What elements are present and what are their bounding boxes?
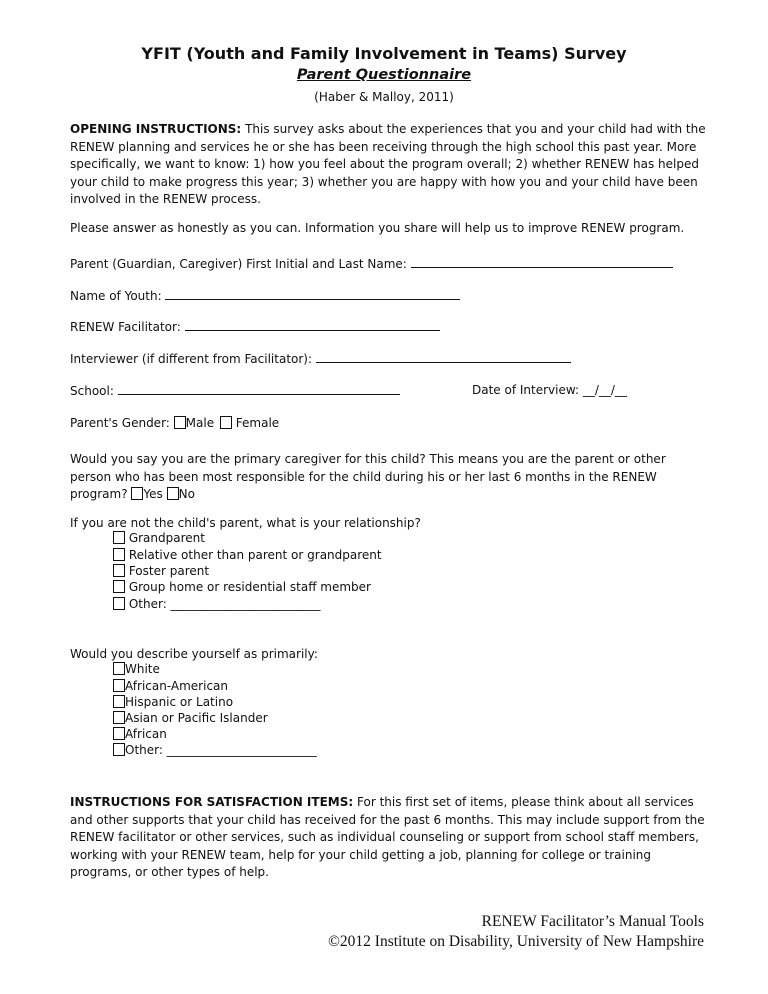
honesty-note: Please answer as honestly as you can. Information you share will help us to improve RENEW program. (70, 221, 685, 235)
relationship-option-label: Group home or residential staff member (128, 580, 371, 594)
ethnicity-option-label: African (125, 727, 167, 741)
relationship-question: If you are not the child's parent, what is your relationship? (70, 516, 421, 530)
relationship-option[interactable] (113, 580, 371, 596)
ethnicity-option-label: Other: _________________________ (125, 743, 317, 757)
ethnicity-hispanic-checkbox[interactable] (113, 695, 125, 708)
relationship-option-label: Foster parent (128, 564, 210, 578)
survey-title: YFIT (Youth and Family Involvement in Teams) Survey (141, 44, 627, 63)
caregiver-question-text: Would you say you are the primary caregiver for this child? This means you are the parent or other person who has been most responsible for the child during his or her last 6 months in the RENEW program? (70, 452, 666, 501)
ethnicity-option[interactable] (113, 695, 233, 711)
youth-name-field[interactable] (70, 288, 460, 303)
ethnicity-question: Would you describe yourself as primarily: (70, 647, 318, 661)
ethnicity-african-checkbox[interactable] (113, 727, 125, 740)
ethnicity-option[interactable] (113, 743, 317, 759)
ethnicity-option[interactable] (113, 662, 160, 678)
relationship-relative-checkbox[interactable] (113, 548, 125, 561)
interviewer-field[interactable] (70, 351, 571, 366)
gender-male-checkbox[interactable] (174, 416, 186, 429)
ethnicity-white-checkbox[interactable] (113, 662, 125, 675)
relationship-grandparent-checkbox[interactable] (113, 531, 125, 544)
school-field[interactable] (70, 383, 400, 398)
ethnicity-option[interactable] (113, 679, 228, 695)
footer-manual-title: RENEW Facilitator’s Manual Tools (481, 913, 704, 930)
opening-body: This survey asks about the experiences that you and your child had with the RENEW planning and services he or she has been receiving through the high school this past year. More specifically, we want to know: 1) how you feel about the program overall; 2) whether RENEW has helped your child to make progress this year; 3) whether you are happy with how you and your child have been involved in the RENEW process. (70, 122, 706, 206)
caregiver-no-label: No (178, 487, 195, 501)
facilitator-field[interactable] (70, 319, 440, 334)
ethnicity-other-checkbox[interactable] (113, 743, 125, 756)
satisfaction-instructions (70, 794, 710, 882)
caregiver-yes-label: Yes (143, 487, 163, 501)
parent-name-blank[interactable] (411, 256, 673, 268)
survey-subtitle: Parent Questionnaire (296, 67, 472, 83)
parent-name-field[interactable] (70, 256, 673, 271)
ethnicity-option[interactable] (113, 727, 167, 743)
gender-male-label: Male (185, 416, 215, 430)
ethnicity-option-label: White (125, 662, 160, 676)
opening-instructions (70, 121, 710, 209)
facilitator-label: RENEW Facilitator: (70, 320, 181, 334)
relationship-option[interactable] (113, 531, 205, 547)
gender-question (70, 416, 279, 430)
opening-heading: OPENING INSTRUCTIONS: (70, 122, 242, 136)
ethnicity-african-american-checkbox[interactable] (113, 679, 125, 692)
relationship-other-checkbox[interactable] (113, 597, 125, 610)
satisfaction-heading: INSTRUCTIONS FOR SATISFACTION ITEMS: (70, 795, 354, 809)
relationship-foster-checkbox[interactable] (113, 564, 125, 577)
interview-date-field[interactable]: Date of Interview: __/__/__ (472, 383, 627, 397)
ethnicity-option-label: Hispanic or Latino (125, 695, 234, 709)
relationship-option[interactable] (113, 564, 209, 580)
relationship-option-label: Other: _________________________ (128, 597, 321, 611)
survey-citation: (Haber & Malloy, 2011) (314, 90, 454, 104)
school-label: School: (70, 384, 114, 398)
facilitator-blank[interactable] (185, 319, 440, 331)
gender-female-checkbox[interactable] (220, 416, 232, 429)
relationship-group-home-checkbox[interactable] (113, 580, 125, 593)
ethnicity-option[interactable] (113, 711, 268, 727)
interviewer-label: Interviewer (if different from Facilitator): (70, 352, 313, 366)
relationship-option[interactable] (113, 548, 382, 564)
relationship-option-label: Grandparent (128, 531, 205, 545)
caregiver-no-checkbox[interactable] (167, 487, 179, 500)
youth-name-blank[interactable] (165, 288, 460, 300)
ethnicity-option-label: African-American (125, 679, 229, 693)
satisfaction-body: For this first set of items, please think about all services and other supports that your child has received for the past 6 months. This may include support from the RENEW facilitator or other services, such as individual counseling or support from school staff members, working with your RENEW team, help for your child getting a job, planning for college or training programs, or other types of help. (70, 795, 705, 879)
relationship-option[interactable] (113, 597, 321, 613)
parent-name-label: Parent (Guardian, Caregiver) First Initial and Last Name: (70, 257, 407, 271)
caregiver-yes-checkbox[interactable] (131, 487, 143, 500)
footer-copyright: ©2012 Institute on Disability, University of New Hampshire (328, 933, 704, 950)
relationship-option-label: Relative other than parent or grandparent (128, 548, 382, 562)
interviewer-blank[interactable] (316, 351, 571, 363)
gender-female-label: Female (235, 416, 280, 430)
school-blank[interactable] (118, 383, 400, 395)
caregiver-question (70, 451, 710, 504)
gender-label: Parent's Gender: (70, 416, 170, 430)
youth-name-label: Name of Youth: (70, 289, 162, 303)
ethnicity-option-label: Asian or Pacific Islander (125, 711, 268, 725)
ethnicity-asian-checkbox[interactable] (113, 711, 125, 724)
